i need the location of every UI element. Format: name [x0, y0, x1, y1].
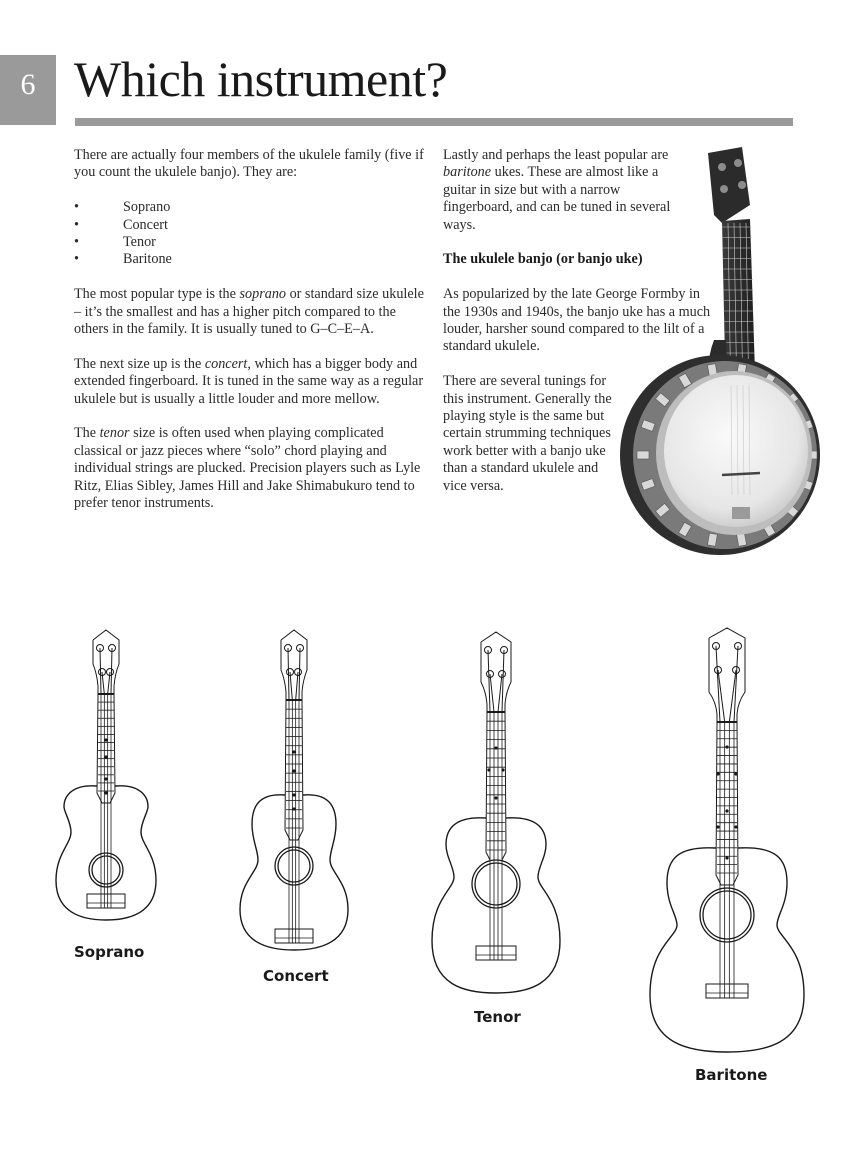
- fret-marker-icon: [292, 750, 295, 753]
- banjo-bracket: [737, 533, 747, 546]
- page-number: 6: [20, 68, 36, 101]
- headstock: [93, 630, 119, 694]
- fret-marker-icon: [725, 856, 728, 859]
- emphasis: baritone: [443, 164, 492, 181]
- text-run: The next size up is the: [74, 355, 205, 372]
- baritone-label: Baritone: [695, 1066, 768, 1084]
- bridge: [275, 929, 313, 943]
- intro-paragraph: There are actually four members of the ukulele family (five if you count the ukulele banjo). They are:: [74, 147, 424, 181]
- banjo-bracket: [707, 533, 717, 546]
- string: [111, 648, 112, 694]
- text-run: ukes. These are almost like a guitar in size but with a narrow fingerboard, and can be tuned in several ways.: [443, 164, 671, 233]
- string: [502, 650, 504, 712]
- fret-marker-icon: [725, 809, 728, 812]
- tunings-paragraph: There are several tunings for this instrument. Generally the playing style is the same but certain strumming techniques work better with a banjo uke than a standard ukulele and vice versa.: [443, 373, 612, 494]
- text-run: size is often used when playing complicated classical or jazz pieces where “solo” chord playing and individual strings are plucked. Precision players such as Lyle Ritz, Elias Sibley, James Hill and Jake Shimabukuro tend to prefer tenor instruments.: [74, 425, 421, 512]
- fret-marker-icon: [716, 772, 719, 775]
- list-item: [74, 199, 434, 216]
- fret-marker-icon: [104, 738, 107, 741]
- headstock: [481, 632, 511, 712]
- string: [299, 648, 300, 700]
- banjo-tailpiece: [732, 507, 750, 519]
- list-item-label: Concert: [123, 216, 168, 233]
- list-item-label: Tenor: [123, 234, 156, 251]
- banjo-head: [664, 375, 808, 527]
- list-item-label: Baritone: [123, 251, 172, 268]
- text-run: which has a bigger body and extended fingerboard. It is tuned in the same way as a regular ukulele but is usually a little louder and more mellow.: [74, 355, 424, 407]
- text-run: The: [74, 425, 100, 442]
- string: [498, 674, 502, 712]
- list-item: [74, 251, 434, 268]
- concert-paragraph: [74, 356, 434, 408]
- list-item: [74, 234, 434, 251]
- bridge: [87, 894, 125, 908]
- ukulele-tenor: [432, 632, 560, 993]
- string: [100, 648, 101, 694]
- ukulele-baritone: [650, 628, 804, 1052]
- fret-marker-icon: [104, 777, 107, 780]
- emphasis: concert,: [204, 355, 251, 372]
- fret-marker-icon: [725, 745, 728, 748]
- ukulele-soprano: [56, 630, 156, 920]
- sound-hole: [472, 860, 520, 908]
- sound-hole: [89, 853, 123, 887]
- string: [288, 648, 289, 700]
- bullet-icon: •: [74, 199, 79, 216]
- headstock: [709, 628, 745, 722]
- left-column: [74, 147, 434, 530]
- bridge: [706, 984, 748, 998]
- list-item-label: Soprano: [123, 199, 171, 216]
- list-item: [74, 217, 434, 234]
- fret-marker-icon: [734, 772, 737, 775]
- emphasis: soprano: [239, 286, 287, 303]
- banjo-paragraph: As popularized by the late George Formby in the 1930s and 1940s, the banjo uke has a much louder, harsher sound compared to the lilt of a standard ukulele.: [443, 286, 711, 355]
- text-run: or standard size ukulele – it’s the smallest and has a higher pitch compared to the others in the family. It is usually tuned to G–C–E–A.: [74, 286, 424, 338]
- fret-marker-icon: [494, 746, 497, 749]
- fingerboard: [486, 712, 506, 862]
- fret-marker-icon: [494, 796, 497, 799]
- text-run: The most popular type is the: [74, 286, 240, 303]
- string: [490, 674, 494, 712]
- sound-hole: [700, 888, 754, 942]
- ukulele-types-list: [74, 199, 434, 269]
- string: [296, 672, 298, 700]
- sound-hole: [275, 847, 313, 885]
- string: [488, 650, 490, 712]
- ukulele-diagrams: [0, 600, 864, 1100]
- ukulele-concert: [240, 630, 348, 950]
- fret-marker-icon: [734, 825, 737, 828]
- bullet-icon: •: [74, 251, 79, 268]
- soprano-paragraph: [74, 286, 434, 338]
- bullet-icon: •: [74, 234, 79, 251]
- tenor-paragraph: [74, 425, 434, 512]
- banjo-bracket: [637, 451, 649, 459]
- fret-marker-icon: [292, 793, 295, 796]
- title-rule: [75, 118, 793, 126]
- concert-label: Concert: [263, 967, 329, 985]
- text-run: Lastly and perhaps the least popular are: [443, 147, 669, 163]
- fret-marker-icon: [292, 769, 295, 772]
- fret-marker-icon: [104, 791, 107, 794]
- string: [290, 672, 292, 700]
- fret-marker-icon: [104, 755, 107, 758]
- fret-marker-icon: [716, 825, 719, 828]
- tenor-label: Tenor: [474, 1008, 521, 1026]
- headstock: [281, 630, 307, 700]
- emphasis: tenor: [99, 425, 130, 442]
- soprano-label: Soprano: [74, 943, 145, 961]
- bridge: [476, 946, 516, 960]
- banjo-ukulele-photo: [610, 145, 825, 565]
- bullet-icon: •: [74, 216, 79, 233]
- fret-marker-icon: [292, 807, 295, 810]
- page-title: Which instrument?: [74, 51, 448, 107]
- banjo-heading: The ukulele banjo (or banjo uke): [443, 251, 643, 268]
